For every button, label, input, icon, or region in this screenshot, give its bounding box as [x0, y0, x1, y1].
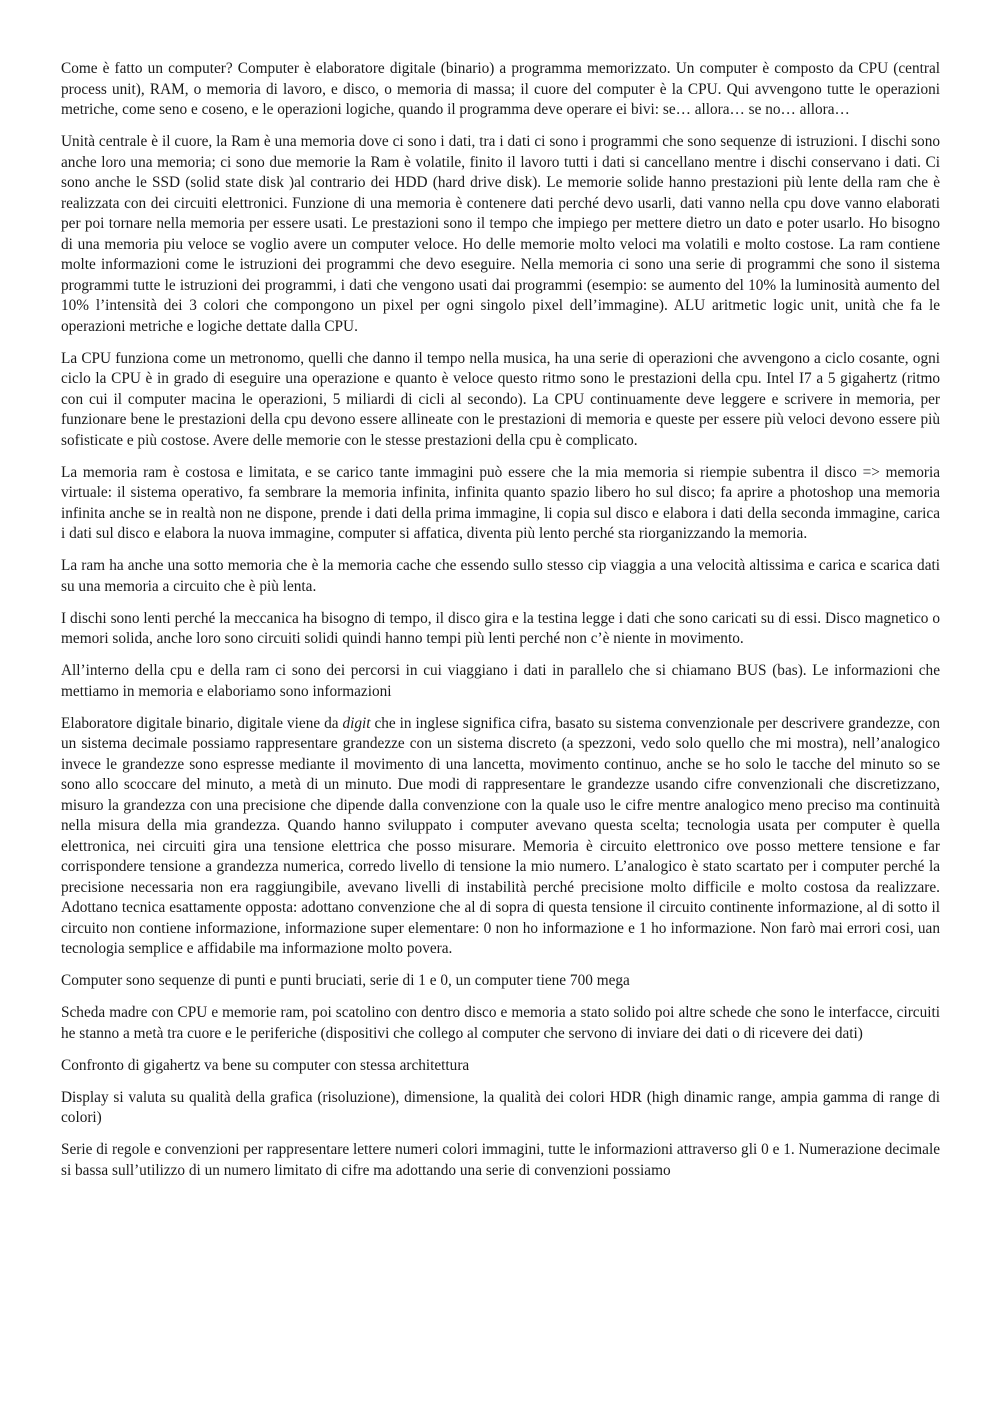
paragraph-disks: I dischi sono lenti perché la meccanica ha bisogno di tempo, il disco gira e la testina legge i dati che sono caricati su di essi. Disco magnetico o memori solida, anche loro sono circuiti solidi quindi hanno tempi più lenti perché non c’è niente in movimento.: [61, 609, 940, 647]
paragraph-bus: All’interno della cpu e della ram ci sono dei percorsi in cui viaggiano i dati in parallelo che si chiamano BUS (bas). Le informazioni che mettiamo in memoria e elaboriamo sono informazioni: [61, 662, 940, 700]
paragraph-binary-sequences: Computer sono sequenze di punti e punti bruciati, serie di 1 e 0, un computer tiene 700 mega: [61, 972, 630, 989]
paragraph-digital-binary: [61, 714, 940, 960]
paragraph-cache-memory: La ram ha anche una sotto memoria che è la memoria cache che essendo sullo stesso cip viaggia a una velocità altissima e carica e scarica dati su una memoria a circuito che è più lenta.: [61, 557, 940, 595]
paragraph-computer-intro: Come è fatto un computer? Computer è elaboratore digitale (binario) a programma memorizzato. Un computer è composto da CPU (central process unit), RAM, o memoria di lavoro, e disco, o memoria di massa; il cuore del computer è la CPU. Qui avvengono tutte le operazioni metriche, come seno e coseno, e le operazioni logiche, quando il programma deve operare ei bivi: se… allora… se no… allora…: [61, 60, 940, 118]
paragraph-conventions: Serie di regole e convenzioni per rappresentare lettere numeri colori immagini, tutte le informazioni attraverso gli 0 e 1. Numerazione decimale si bassa sull’utilizzo di un numero limitato di cifre ma adottando una serie di convenzioni possiamo: [61, 1141, 940, 1179]
digit-emphasis: digit: [342, 714, 371, 732]
paragraph-virtual-memory: La memoria ram è costosa e limitata, e se carico tante immagini può essere che la mia memoria si riempie subentra il disco => memoria virtuale: il sistema operativo, fa sembrare la memoria infinita, infinita quanto spazio libero ho sul disco; fa aprire a photoshop una memoria infinita anche se in realtà non ne dispone, prende i dati della prima immagine, li copia sul disco e elabora i dati della seconda immagine, carica i dati sul disco e elabora la nuova immagine, computer si affatica, diventa più lento perché sta riorganizzando la memoria.: [61, 463, 940, 542]
paragraph-cpu-metronome: La CPU funziona come un metronomo, quelli che danno il tempo nella musica, ha una serie di operazioni che avvengono a ciclo cosante, ogni ciclo la CPU è in grado di eseguire una operazione e quanto è veloce questo ritmo sono le prestazioni della cpu. Intel I7 a 5 gigahertz (ritmo con cui il computer macina le operazioni, 5 miliardi di cicli al secondo). La CPU continuamente deve leggere e scrivere in memoria, per funzionare bene le prestazioni della cpu devono essere allineate con le prestazioni di memoria e queste per essere più veloci devono essere più sofisticate e più costose. Avere delle memorie con le stesse prestazioni della cpu è complicato.: [61, 349, 940, 449]
paragraph-ram-memory: Unità centrale è il cuore, la Ram è una memoria dove ci sono i dati, tra i dati ci sono i programmi che sono sequenze di istruzioni. I dischi sono anche loro una memoria; ci sono due memorie la Ram è volatile, finito il lavoro tutti i dati si cancellano mentre i dischi conservano i dati. Ci sono anche le SSD (solid state disk )al contrario dei HDD (hard drive disk). Le memorie solide hanno prestazioni più lente della ram che è realizzata con dei circuiti elettronici. Funzione di una memoria è contenere dati perché devo usarli, dati vanno nella cpu dove vanno elaborati per poi tornare nella memoria per essere usati. Le prestazioni sono il tempo che impiego per mettere dietro un dato e poter usarlo. Ho bisogno di una memoria piu veloce se voglio avere un computer veloce. Ho delle memorie molto veloci ma volatili e molto costose. La ram contiene molte informazioni come le istruzioni dei programmi che devo eseguire. Nella memoria ci sono una serie di programmi che sono il sistema programmi tutte le istruzioni dei programmi, i dati che vengono usati dai programmi (esempio: se aumento del 10% la luminosità aumento del 10% l’intensità dei 3 colori che compongono un pixel per ogni singolo pixel dell’immagine). ALU aritmetic logic unit, unità che fa le operazioni metriche e logiche dettate dalla CPU.: [61, 133, 940, 335]
digital-text-after: che in inglese significa cifra, basato su sistema convenzionale per descrivere grandezze, con un sistema decimale possiamo rappresentare grandezze con un sistema discreto (a spezzoni, vedo solo quello che mi mostra), nell’analogico invece le grandezze sono espresse mediante il movimento di una lancetta, movimento continuo, anche se ho solo le tacche del minuto so se sono allo scoccare del minuto, a metà di un minuto. Due modi di rappresentare le grandezze usando cifre convenzionali che discretizzano, misuro la grandezza con una precisione che dipende dalla convenzione con la quale uso le cifre mentre analogico meno preciso ma continuità nella misura della mia grandezza. Quando hanno sviluppato i computer avevano questa scelta; tecnologia usata per computer è quella elettronica, nei circuiti gira una tensione elettrica che posso misurare. Memoria è circuito elettronico ove posso mettere tensione e far corrispondere tensione a grandezza numerica, corredo livello di tensione la mio numero. L’analogico è stato scartato per i computer perché la precisione necessaria non era raggiungibile, avevano livelli di instabilità perché precisione molto difficile e molto costosa da realizzare. Adottano tecnica esattamente opposta: adottano convenzione che al di sopra di questa tensione il circuito continente informazione, al di sotto il circuito non contiene informazione, informazione super elementare: 0 non ho informazione e 1 ho informazione. Non farò mai errori cosi, uan tecnologia semplice e affidabile ma informazione molto povera.: [61, 714, 940, 957]
paragraph-gigahertz: Confronto di gigahertz va bene su computer con stessa architettura: [61, 1056, 470, 1074]
document-page: [61, 59, 940, 1193]
paragraph-display: Display si valuta su qualità della grafica (risoluzione), dimensione, la qualità dei colori HDR (high dinamic range, ampia gamma di range di colori): [61, 1088, 940, 1126]
paragraph-motherboard: Scheda madre con CPU e memorie ram, poi scatolino con dentro disco e memoria a stato solido poi altre schede che sono le interfacce, circuiti he stanno a metà tra cuore e le periferiche (dispositivi che collego al computer che servono di inviare dei dati o di ricevere dei dati): [61, 1004, 940, 1042]
digital-text-before: Elaboratore digitale binario, digitale viene da: [61, 714, 343, 732]
